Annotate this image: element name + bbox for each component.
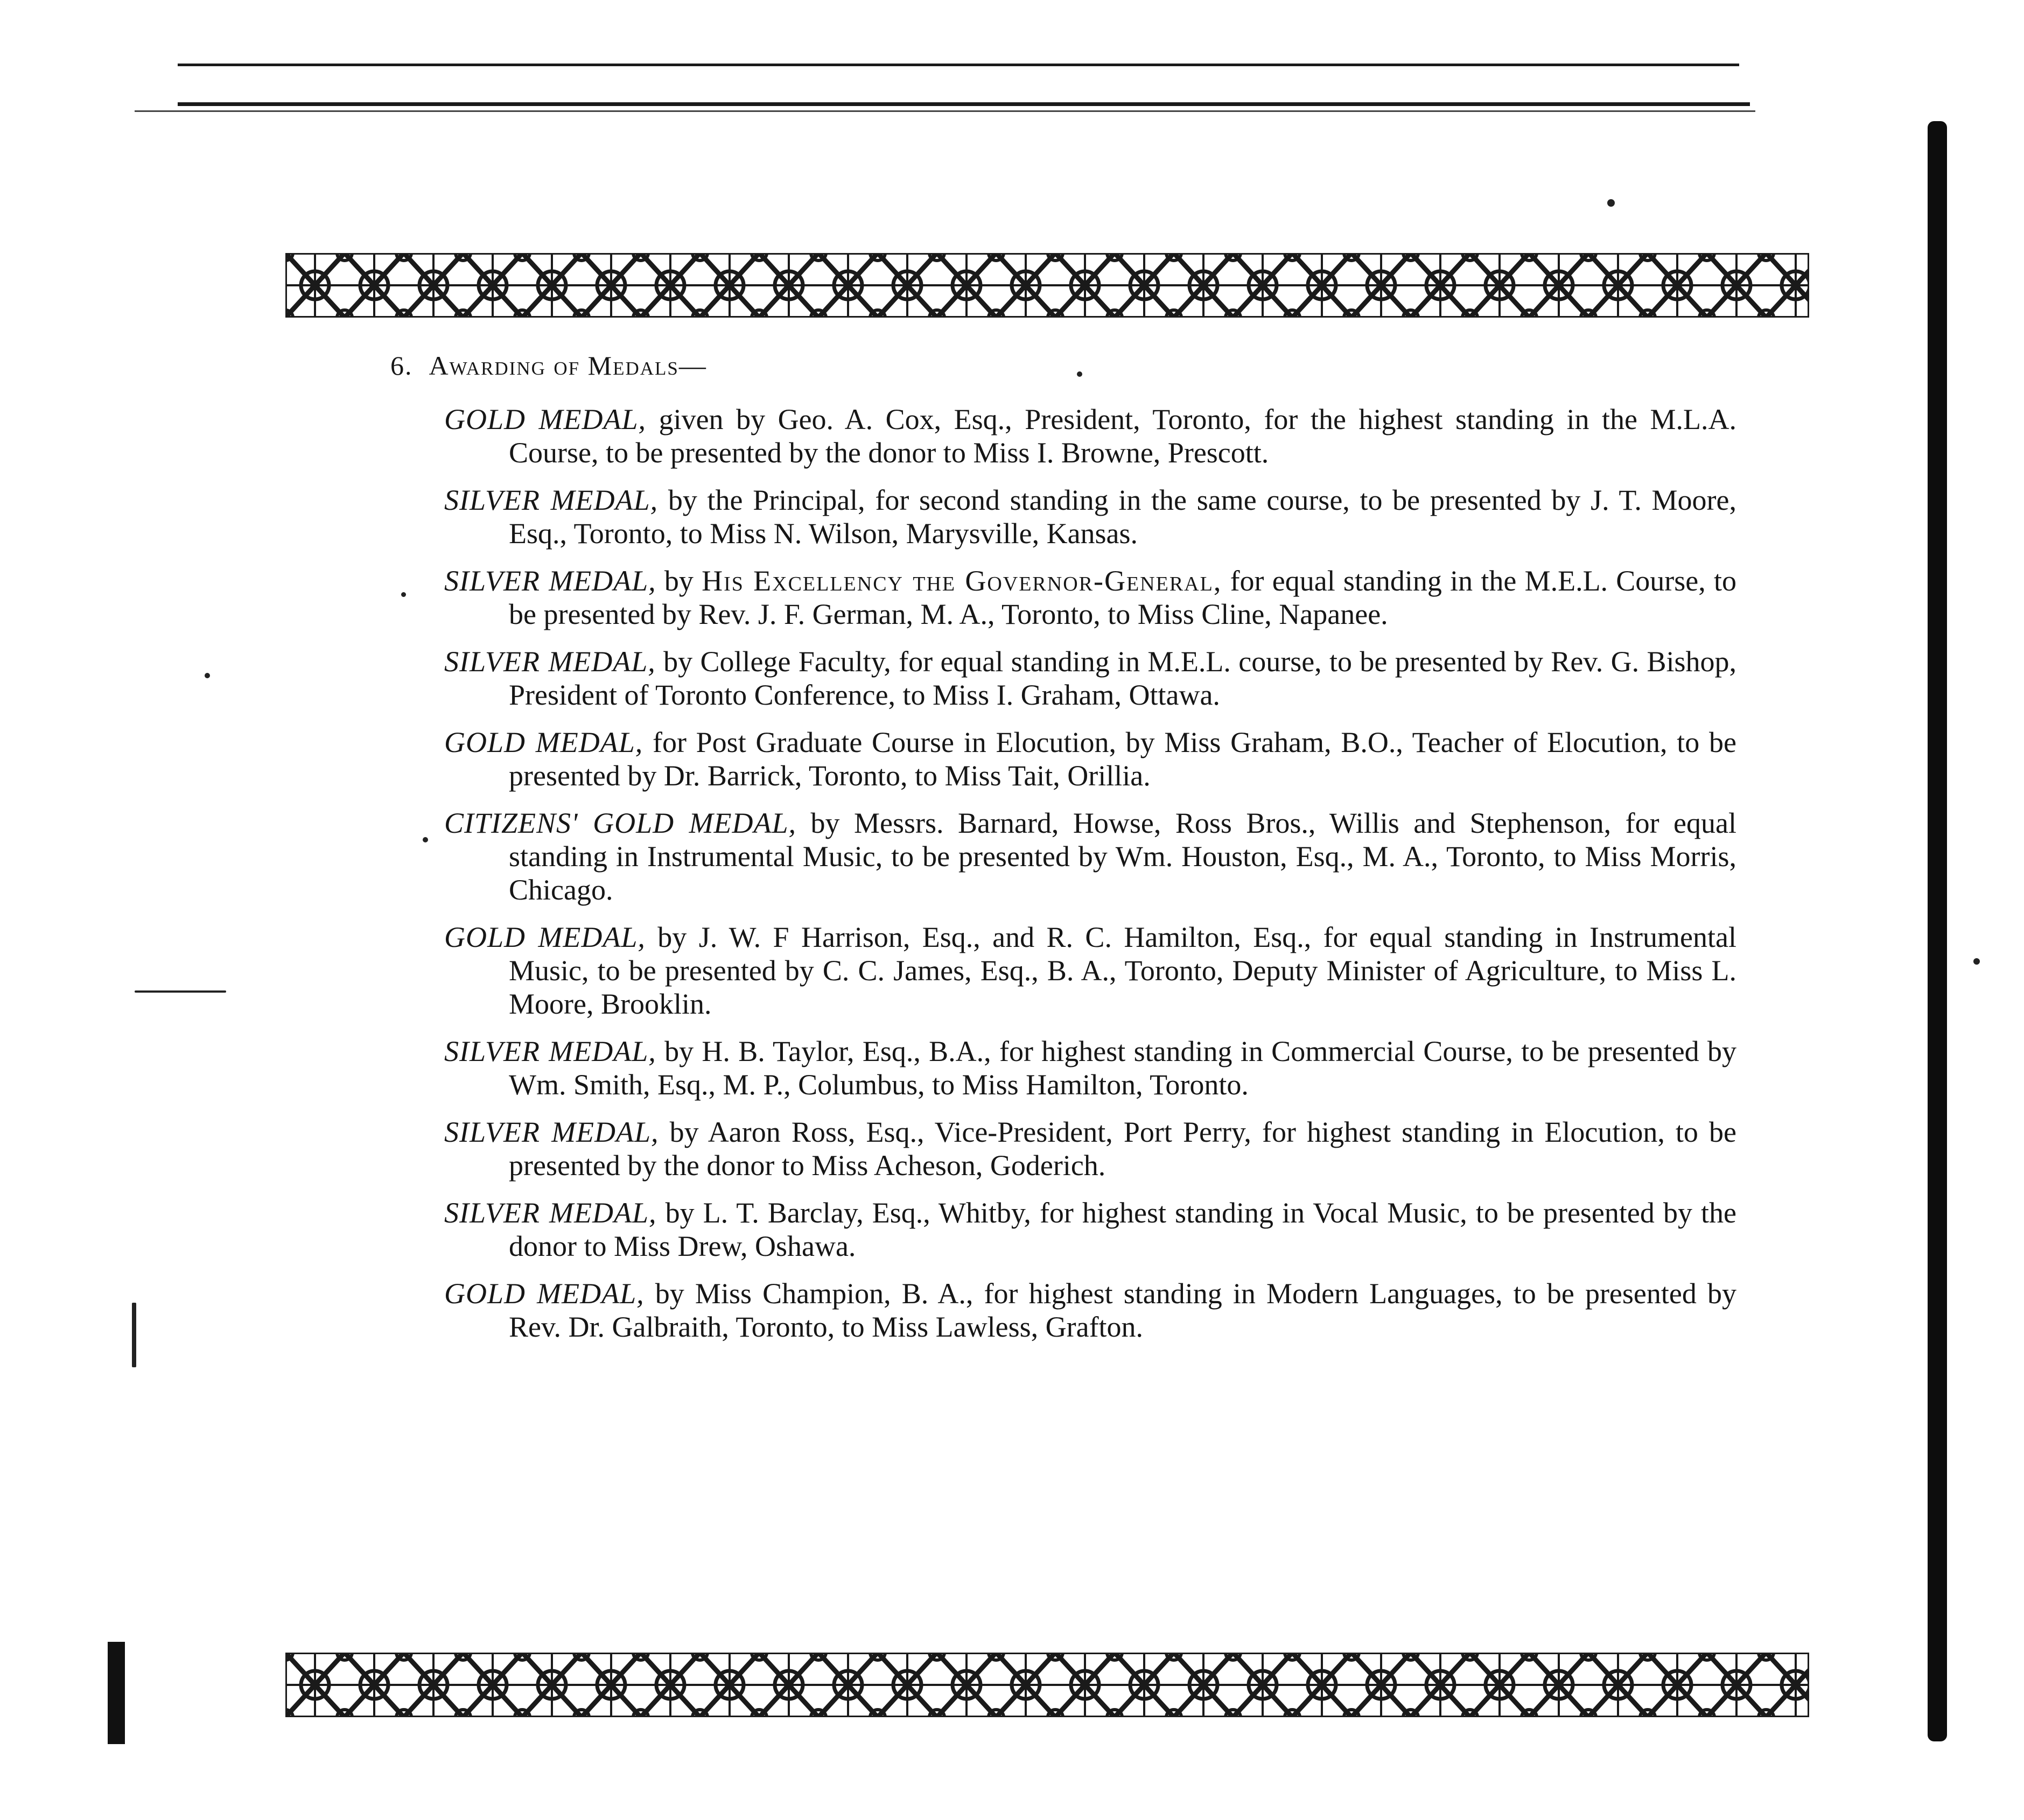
medal-details: by J. W. F Harrison, Esq., and R. C. Hamilton, Esq., for equal standing in Instrumental Music, to be presented by C. C. James, Esq., B. A., Toronto, Deputy Minister of Agriculture, to Miss L. Moore, Brooklin. — [509, 921, 1736, 1020]
medal-entry — [444, 1277, 1736, 1344]
section-title: Awarding of Medals— — [429, 350, 707, 381]
medal-name: GOLD MEDAL, — [444, 921, 646, 953]
top-rule-thin — [135, 110, 1755, 112]
medal-details: by College Faculty, for equal standing in M.E.L. course, to be presented by Rev. G. Bishop, President of Toronto Conference, to Miss I. Graham, Ottawa. — [509, 645, 1737, 711]
medal-entries-list — [444, 403, 1736, 1344]
medal-details: by H. B. Taylor, Esq., B.A., for highest standing in Commercial Course, to be presented by Wm. Smith, Esq., M. P., Columbus, to Miss Hamilton, Toronto. — [509, 1035, 1736, 1101]
medal-details: for Post Graduate Course in Elocution, by Miss Graham, B.O., Teacher of Elocution, to be presented by Dr. Barrick, Toronto, to Miss Tait, Orillia. — [509, 726, 1736, 792]
medal-name: SILVER MEDAL, — [444, 484, 659, 516]
medal-details: by the Principal, for second standing in the same course, to be presented by J. T. Moore, Esq., Toronto, to Miss N. Wilson, Marysville, Kansas. — [509, 484, 1736, 550]
medal-name: SILVER MEDAL, — [444, 565, 656, 597]
section-number: 6. — [390, 350, 413, 381]
medal-entry — [444, 564, 1736, 631]
scan-speck — [135, 990, 226, 993]
medal-entry — [444, 806, 1736, 907]
binding-edge-shadow — [1928, 121, 1947, 1741]
medal-details: for equal standing in the M.E.L. Course, to be presented by Rev. J. F. German, M. A., Toronto, to Miss Cline, Napanee. — [509, 565, 1736, 630]
scan-speck — [423, 837, 428, 842]
top-rule — [178, 64, 1739, 66]
medal-entry — [444, 403, 1736, 469]
scan-speck — [1607, 199, 1615, 207]
medal-name: GOLD MEDAL, — [444, 726, 643, 758]
medal-entry — [444, 1035, 1736, 1101]
medal-entry — [444, 726, 1736, 792]
scan-speck — [1077, 371, 1082, 377]
medal-name: SILVER MEDAL, — [444, 645, 656, 678]
medal-entry — [444, 920, 1736, 1021]
top-rule-thick — [178, 102, 1750, 106]
lattice-ornament-icon — [285, 1653, 1809, 1717]
medal-entry — [444, 645, 1736, 712]
medal-entry — [444, 1115, 1736, 1182]
lattice-ornament-icon — [285, 253, 1809, 318]
medal-name: SILVER MEDAL, — [444, 1116, 659, 1148]
scan-speck — [132, 1303, 136, 1367]
medal-details-prefix: by — [656, 565, 702, 597]
medal-name: GOLD MEDAL, — [444, 403, 647, 435]
medal-name: CITIZENS' GOLD MEDAL, — [444, 807, 797, 839]
medal-name: GOLD MEDAL, — [444, 1277, 645, 1310]
section-heading — [390, 350, 1736, 381]
medal-awards-section — [390, 350, 1736, 1358]
medal-name: SILVER MEDAL, — [444, 1197, 657, 1229]
medal-details: by Aaron Ross, Esq., Vice-President, Port Perry, for highest standing in Elocution, to be presented by the donor to Miss Acheson, Goderich. — [509, 1116, 1736, 1182]
medal-entry — [444, 1196, 1736, 1263]
medal-details: by L. T. Barclay, Esq., Whitby, for highest standing in Vocal Music, to be presented by the donor to Miss Drew, Oshawa. — [509, 1197, 1736, 1262]
medal-entry — [444, 483, 1736, 550]
donor-title: His Excellency the Governor-General, — [702, 565, 1222, 597]
scan-edge-mark — [108, 1642, 125, 1744]
medal-details: by Miss Champion, B. A., for highest standing in Modern Languages, to be presented by Rev. Dr. Galbraith, Toronto, to Miss Lawless, Grafton. — [509, 1277, 1736, 1343]
medal-details: by Messrs. Barnard, Howse, Ross Bros., Willis and Stephenson, for equal standing in Instrumental Music, to be presented by Wm. Houston, Esq., M. A., Toronto, to Miss Morris, Chicago. — [509, 807, 1736, 906]
medal-details: given by Geo. A. Cox, Esq., President, Toronto, for the highest standing in the M.L.A. Course, to be presented by the donor to Miss I. Browne, Prescott. — [509, 403, 1736, 469]
scan-speck — [401, 592, 406, 597]
scan-speck — [205, 673, 210, 678]
medal-name: SILVER MEDAL, — [444, 1035, 656, 1067]
scan-speck — [1973, 958, 1980, 965]
